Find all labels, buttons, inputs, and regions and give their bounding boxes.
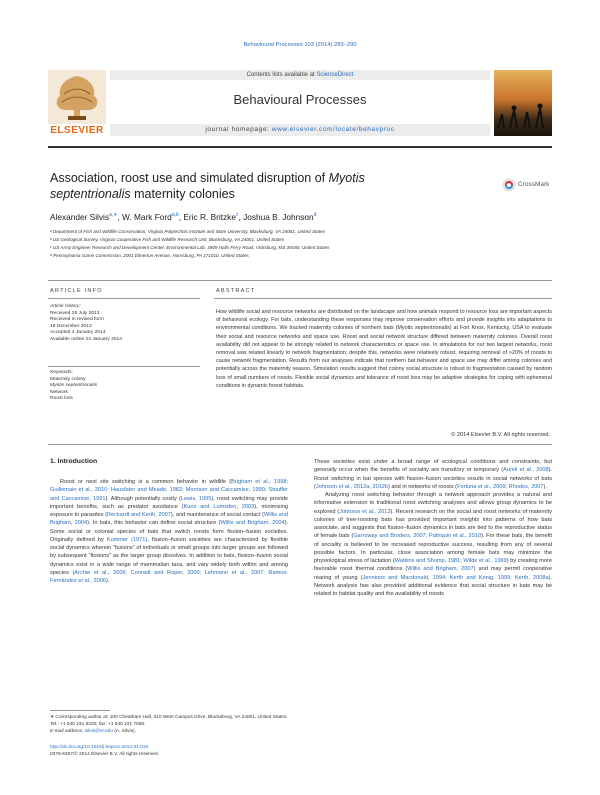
affiliation: ᵃ Department of Fish and Wildlife Conservation, Virginia Polytechnic Institute and State University, Blacksburg, VA 24061, United States xyxy=(50,229,325,234)
history-item: Accepted 4 January 2014 xyxy=(50,330,106,336)
author: Joshua B. Johnson$^d$ xyxy=(243,212,317,222)
article-history xyxy=(50,304,200,344)
elsevier-wordmark: ELSEVIER xyxy=(50,125,104,136)
citation-link[interactable]: Brigham et al., 1998; Guillemain et al., 2010; Hausfater and Meade, 1982; Morrison and Caccamise, 1990; Stouffer and Caccamise, 1991 xyxy=(50,479,288,502)
citation-link[interactable]: Johnson et al., 2012a, 2012b xyxy=(315,483,389,490)
history-item: 18 December 2013 xyxy=(50,323,92,329)
title-part: maternity colonies xyxy=(130,187,235,201)
history-item: Received in revised form xyxy=(50,317,104,323)
crossmark-icon xyxy=(502,178,516,192)
history-label: Article history: xyxy=(50,304,81,309)
keyword: Maternity colony xyxy=(50,376,86,382)
abstract-text: How wildlife social and resource networks are distributed on the landscape and how animals respond to resource loss are important aspects of behavioral ecology. For bats, understanding these responses may improve conservation efforts and provide insights into adaptations to environmental conditions. We tracked maternity colonies of northern bats (Myotis septentrionalis) at Fort Knox, Kentucky, USA to evaluate their social and resource networks and space use. Roost and social network structure differed between maternity colonies. Overall roost availability did not appear to be strongly related to network characteristics or space use. In simulations for our two largest networks, roost removal was related linearly to network fragmentation; despite this, networks were relatively robust, requiring removal of >20% of roosts to cause network fragmentation. Results from our analyses indicate that northern bat behavior and space use may differ among colonies and potentially across the maternity season. Simulation results suggest that colony social structure is robust to fragmentation caused by random loss of small numbers of roosts. Flexible social dynamics and tolerance of roost loss may be adaptive strategies for coping with ephemeral conditions in dynamic forest habitats. xyxy=(216,309,552,389)
affiliation: ᶜ US Army Engineer Research and Development Center, Environmental Lab, 3909 Halls Ferry Road, Vicksburg, MS 39180, United States xyxy=(50,245,330,250)
history-item: Received 26 July 2013 xyxy=(50,310,100,316)
crossmark-label: CrossMark xyxy=(518,181,550,188)
author-sup[interactable]: a,∗ xyxy=(109,212,118,219)
divider xyxy=(48,444,552,445)
header-rule xyxy=(48,146,552,148)
section-heading-introduction: 1. Introduction xyxy=(50,458,98,465)
author: Alexander Silvis$^{a,∗}$, xyxy=(50,212,123,222)
homepage-prefix: journal homepage: xyxy=(205,126,272,133)
keywords-label: Keywords: xyxy=(50,370,73,375)
journal-cover-image xyxy=(494,70,552,136)
citation-link[interactable]: Aureli et al., 2008 xyxy=(503,467,549,474)
title-species: septentrionalis xyxy=(50,187,131,201)
journal-reference[interactable]: Behavioural Processes 103 (2014) 283–290 xyxy=(243,42,357,48)
citation-link[interactable]: Reckardt and Kerth, 2007 xyxy=(107,512,171,518)
author-sup[interactable]: c xyxy=(235,212,239,219)
citation-link[interactable]: Kummer (1971) xyxy=(106,536,148,543)
doi-block xyxy=(50,744,288,758)
citation-link[interactable]: Willis and Brigham, 2004 xyxy=(220,520,285,527)
cover-silhouette-icon xyxy=(494,70,552,136)
history-item: Available online 24 January 2014 xyxy=(50,336,122,342)
crossmark-badge[interactable] xyxy=(502,178,554,192)
affiliations xyxy=(50,228,550,260)
citation-link[interactable]: Willis and Brigham, 2007 xyxy=(407,566,474,573)
citation-link[interactable]: Lewis, 1995 xyxy=(180,495,212,502)
affiliation: ᵇ US Geological Survey, Virginia Cooperative Fish and Wildlife Research Unit, Blacksburg, VA 24061, United States xyxy=(50,237,285,242)
divider xyxy=(48,280,552,281)
elsevier-tree-icon xyxy=(48,70,106,124)
sciencedirect-link[interactable]: ScienceDirect xyxy=(316,72,354,78)
email-line: E-mail address: silvis@vt.edu (A. Silvis). xyxy=(50,729,136,734)
citation-link[interactable]: Garroway and Broders, 2007; Patriquin et al., 2010 xyxy=(353,533,481,540)
citation-link[interactable]: Watkins and Shump, 1981; Wilde et al., 1999 xyxy=(394,558,507,564)
footnote xyxy=(50,714,288,735)
author: W. Mark Ford$^{a,b}$, xyxy=(122,212,184,222)
article-info-heading: ARTICLE INFO xyxy=(50,288,103,294)
keyword: Roost loss xyxy=(50,396,73,402)
author-list xyxy=(50,212,550,222)
article-title xyxy=(50,170,480,202)
title-genus: Myotis xyxy=(328,171,365,185)
author-sup[interactable]: a,b xyxy=(171,212,179,219)
divider xyxy=(214,298,552,299)
author: Eric R. Britzke$^c$, xyxy=(183,212,244,222)
citation-link[interactable]: Jennions and Macdonald, 1994; Kerth and Konig, 1999; Kerth, 2008a xyxy=(362,574,549,581)
citation-link[interactable]: Kunz and Lumsden, 2003 xyxy=(183,503,255,510)
citation-link[interactable]: Johnson et al., 2013 xyxy=(339,508,391,515)
homepage-link[interactable]: www.elsevier.com/locate/behavproc xyxy=(271,126,395,133)
keyword: Myotis septentrionalis xyxy=(50,383,98,389)
issn-line: 0376-6357/© 2014 Elsevier B.V. All rights reserved. xyxy=(50,752,159,757)
divider xyxy=(48,298,200,299)
keywords xyxy=(50,370,200,403)
citation-link[interactable]: Archie et al., 2006; Conradt and Roper, 2000; Lehmann et al., 2007; Ramos-Fernández et al., 2006 xyxy=(50,569,288,584)
journal-homepage xyxy=(110,124,490,136)
divider xyxy=(48,366,200,367)
author-sup[interactable]: d xyxy=(313,212,317,219)
journal-name: Behavioural Processes xyxy=(233,92,367,107)
elsevier-logo xyxy=(48,70,106,136)
intro-left-column: Roost or nest site switching is a common behavior in wildlife (Brigham et al., 1998; Guillemain et al., 2010; Hausfater and Meade, 1982; Morrison and Caccamise, 1990; Stouffer and Caccamise, 1991). Although potentially costly (Lewis, 1995), roost switching may provide important benefits, such as predator avoidance (Kunz and Lumsden, 2003), minimizing exposure to parasites (Reckardt and Kerth, 2007), and maintenance of social contact (Willis and Brigham, 2004). In bats, this behavior can define social structure (Willis and Brigham, 2004). Some social or colonial species of bats that switch roosts form fission–fusion societies. Originally defined by Kummer (1971), fission–fusion societies are characterized by flexible social dynamics wherein “fusions” of individuals or small groups into larger groups are followed by subsequent “fissions” as the larger group dissolves. In addition to bats, fission–fusion social dynamics exist in a wide range of mammalian taxa, and vary widely both within and among species (Archie et al., 2006; Conradt and Roper, 2000; Lehmann et al., 2007; Ramos-Fernández et al., 2006). xyxy=(50,479,288,584)
footnote-rule xyxy=(50,710,110,711)
contents-line xyxy=(110,70,490,80)
abstract-copyright: © 2014 Elsevier B.V. All rights reserved. xyxy=(451,432,550,438)
corresponding-author: ∗ Corresponding author at: 100 Cheatham Hall, 310 West Campus Drive, Blacksburg, VA 24061, United States. Tel.: +1 540 231 5320; fax: +1 540 231 7580. xyxy=(50,715,288,727)
keyword: Network xyxy=(50,389,68,395)
doi-link[interactable]: http://dx.doi.org/10.1016/j.beproc.2014.01.016 xyxy=(50,745,149,750)
email-link[interactable]: silvis@vt.edu xyxy=(84,729,113,734)
citation-link[interactable]: Fortuna et al., 2009; Rhodes, 2007 xyxy=(457,483,544,490)
intro-right-column: These societies exist under a broad range of ecological conditions and constraints, but generally occur when the benefits of sociality are transitory or temporary (Aureli et al., 2008). Roost switching in bat species with fission–fusion societies results in social networks of bats (Johnson et al., 2012a, 2012b) and in networks of roosts (Fortuna et al., 2009; Rhodes, 2007). Analyzing roost switching behavior through a network approach provides a natural and informative extension to traditional roost switching analyses and allows group dynamics to be explored (Johnson et al., 2013). Recent research on the social and roost networks of maternity colonies of tree-roosting bats has provided important insights into patterns of how bats associate, and suggests that fission–fusion dynamics in bats are tied to the reproductive status of female bats (Garroway and Broders, 2007; Patriquin et al., 2010). For these bats, the benefit of sociality is believed to be increased reproductive success, resulting from any of several possible factors. In particular, close association among female bats may minimize the physiological stress of lactation (Watkins and Shump, 1981; Wilde et al., 1999) by creating more favorable roost thermal conditions (Willis and Brigham, 2007) and may permit cooperative rearing of young (Jennions and Macdonald, 1994; Kerth and Konig, 1999; Kerth, 2008a). Network analysis has also provided additional evidence that social structure in bats may be related to habitat quality and the availability of roosts xyxy=(314,459,552,597)
abstract-heading: ABSTRACT xyxy=(216,288,256,294)
contents-prefix: Contents lists available at xyxy=(246,72,317,78)
citation-link[interactable]: Willis and Brigham, 2004 xyxy=(50,512,288,527)
title-part: Association, roost use and simulated disruption of xyxy=(50,171,329,185)
affiliation: ᵈ Pennsylvania Game Commission, 2001 Elmerton Avenue, Harrisburg, PA 171010, United States xyxy=(50,253,249,258)
